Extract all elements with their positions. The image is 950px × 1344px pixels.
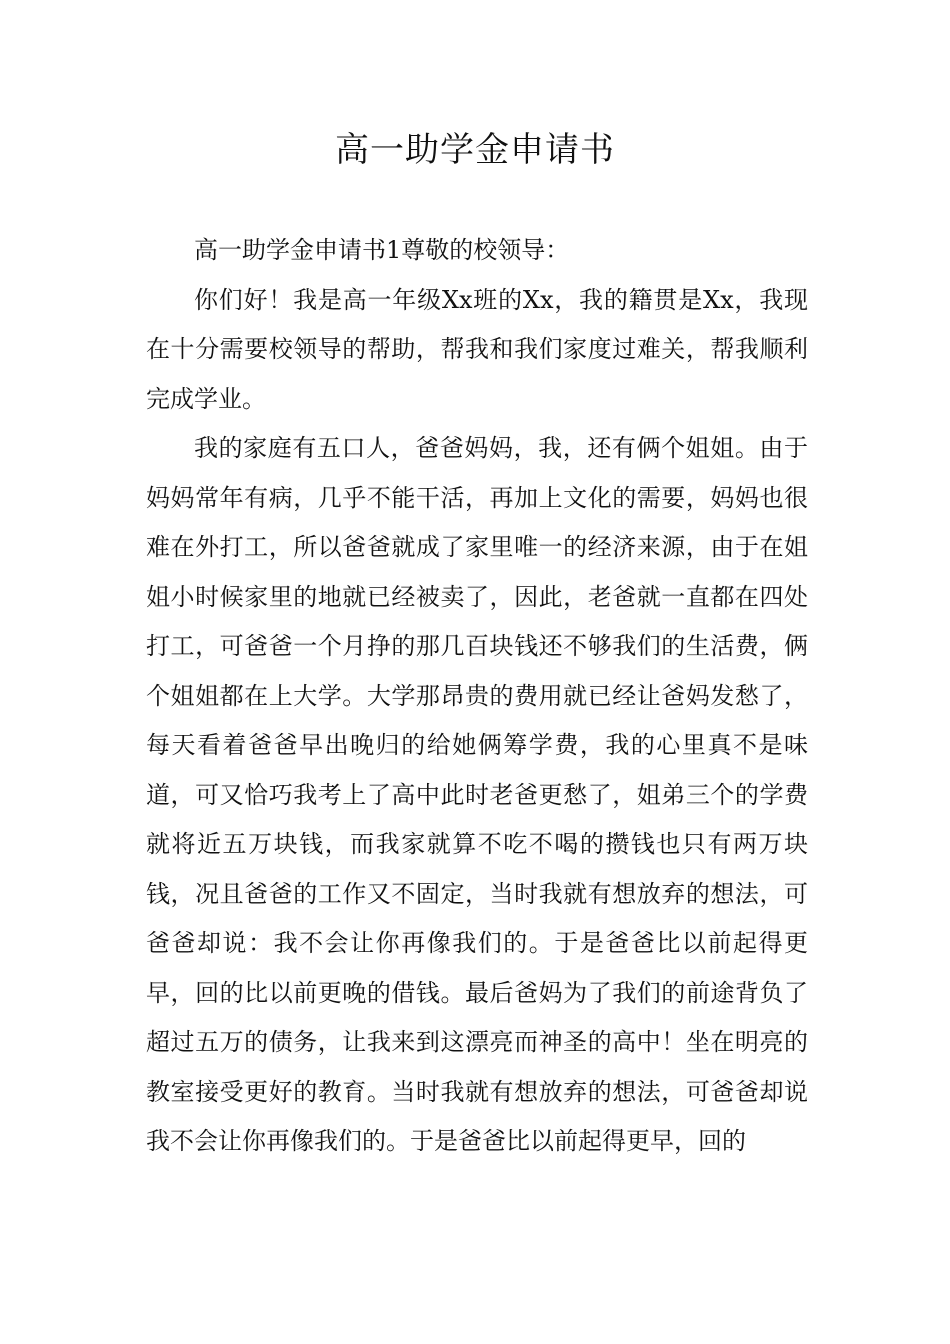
paragraph-family: 我的家庭有五口人，爸爸妈妈，我，还有俩个姐姐。由于妈妈常年有病，几乎不能干活，再加上文化的需要，妈妈也很难在外打工，所以爸爸就成了家里唯一的经济来源，由于在姐姐小时候家里的地就已经被卖了，因此，老爸就一直都在四处打工，可爸爸一个月挣的那几百块钱还不够我们的生活费，俩个姐姐都在上大学。大学那昂贵的费用就已经让爸妈发愁了，每天看着爸爸早出晚归的给她俩筹学费，我的心里真不是味道，可又恰巧我考上了高中此时老爸更愁了，姐弟三个的学费就将近五万块钱，而我家就算不吃不喝的攒钱也只有两万块钱，况且爸爸的工作又不固定，当时我就有想放弃的想法，可爸爸却说：我不会让你再像我们的。于是爸爸比以前起得更早，回的比以前更晚的借钱。最后爸妈为了我们的前途背负了超过五万的债务，让我来到这漂亮而神圣的高中！坐在明亮的教室接受更好的教育。当时我就有想放弃的想法，可爸爸却说我不会让你再像我们的。于是爸爸比以前起得更早，回的	[146, 434, 808, 1155]
paragraph-salutation: 高一助学金申请书1尊敬的校领导：	[194, 236, 570, 264]
document-body	[146, 226, 808, 1167]
paragraph-greeting: 你们好！我是高一年级Xx班的Xx，我的籍贯是Xx，我现在十分需要校领导的帮助，帮我和我们家度过难关，帮我顺利完成学业。	[146, 285, 808, 413]
document-title: 高一助学金申请书	[335, 130, 615, 170]
